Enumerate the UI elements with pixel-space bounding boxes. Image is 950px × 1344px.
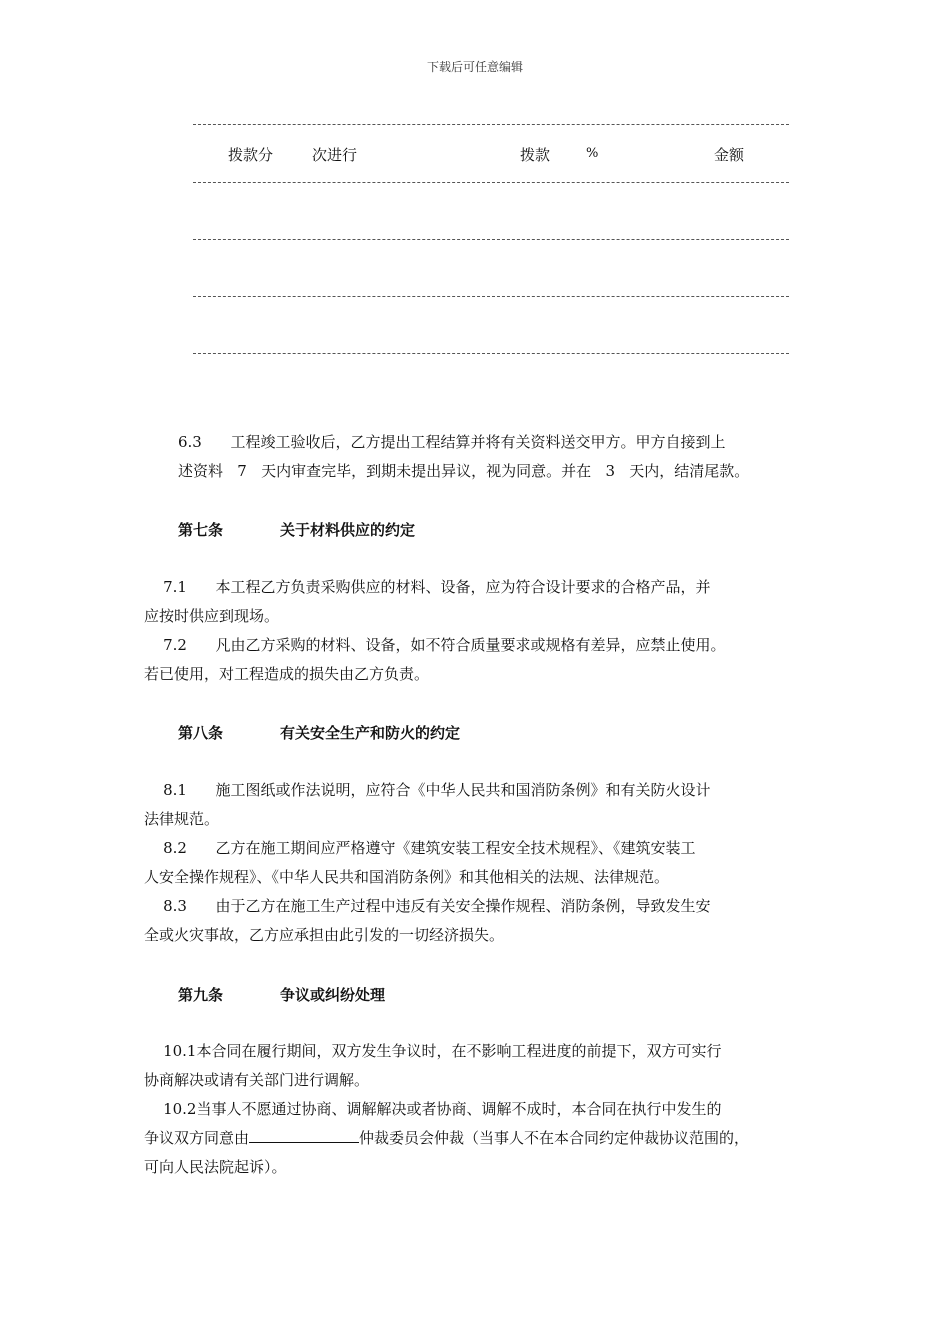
clause-7-1-line2: 应按时供应到现场。 <box>144 607 280 625</box>
arbitration-blank-field <box>249 1128 359 1143</box>
table-header-percent: % <box>586 146 599 161</box>
table-rule <box>193 353 789 354</box>
article-9-heading <box>178 984 386 1005</box>
clause-10-2-line1: 10.2当事人不愿通过协商、调解解决或者协商、调解不成时，本合同在执行中发生的 <box>144 1100 722 1118</box>
clause-10-2-line3: 可向人民法院起诉）。 <box>144 1158 287 1176</box>
article-number: 第九条 <box>178 986 224 1004</box>
page-header-note: 下载后可任意编辑 <box>426 60 523 74</box>
clause-6-3-line1: 6.3 工程竣工验收后，乙方提出工程结算并将有关资料送交甲方。甲方自接到上 <box>178 433 726 451</box>
article-number: 第七条 <box>178 521 224 539</box>
table-header-installment-cont: 次进行 <box>312 146 358 164</box>
clause-8-1-line2: 法律规范。 <box>144 810 220 828</box>
table-header-payment: 拨款 <box>520 146 551 164</box>
table-rule <box>193 296 789 297</box>
clause-8-2-line2: 人安全操作规程》、《中华人民共和国消防条例》和其他相关的法规、法律规范。 <box>144 868 670 886</box>
clause-10-2-line2 <box>144 1124 820 1153</box>
clause-7-2-line2: 若已使用，对工程造成的损失由乙方负责。 <box>144 665 430 683</box>
clause-8-3-line1: 8.3 由于乙方在施工生产过程中违反有关安全操作规程、消防条例，导致发生安 <box>144 897 711 915</box>
article-7-heading <box>178 519 416 540</box>
clause-10-2-text-b: 仲裁委员会仲裁（当事人不在本合同约定仲裁协议范围的， <box>359 1129 750 1147</box>
clause-10-1-line2: 协商解决或请有关部门进行调解。 <box>144 1071 370 1089</box>
clause-8-1-line1: 8.1 施工图纸或作法说明，应符合《中华人民共和国消防条例》和有关防火设计 <box>144 781 711 799</box>
clause-7-1-line1: 7.1 本工程乙方负责采购供应的材料、设备，应为符合设计要求的合格产品，并 <box>144 578 711 596</box>
article-title: 有关安全生产和防火的约定 <box>280 724 461 742</box>
clause-10-1-line1: 10.1本合同在履行期间，双方发生争议时，在不影响工程进度的前提下，双方可实行 <box>144 1042 722 1060</box>
clause-8-3-line2: 全或火灾事故，乙方应承担由此引发的一切经济损失。 <box>144 926 505 944</box>
article-title: 关于材料供应的约定 <box>280 521 416 539</box>
article-title: 争议或纠纷处理 <box>280 986 386 1004</box>
article-8-heading <box>178 722 461 743</box>
table-rule <box>193 182 789 183</box>
table-header-installment: 拨款分 <box>228 146 274 164</box>
clause-7-2-line1: 7.2 凡由乙方采购的材料、设备，如不符合质量要求或规格有差异，应禁止使用。 <box>144 636 726 654</box>
table-header-amount: 金额 <box>714 146 745 164</box>
clause-10-2-text-a: 争议双方同意由 <box>144 1129 250 1147</box>
clause-6-3-line2: 述资料 7 天内审查完毕，到期未提出异议，视为同意。并在 3 天内，结清尾款。 <box>178 462 750 480</box>
clause-8-2-line1: 8.2 乙方在施工期间应严格遵守《建筑安装工程安全技术规程》、《建筑安装工 <box>144 839 696 857</box>
table-rule <box>193 239 789 240</box>
article-number: 第八条 <box>178 724 224 742</box>
table-rule <box>193 124 789 125</box>
